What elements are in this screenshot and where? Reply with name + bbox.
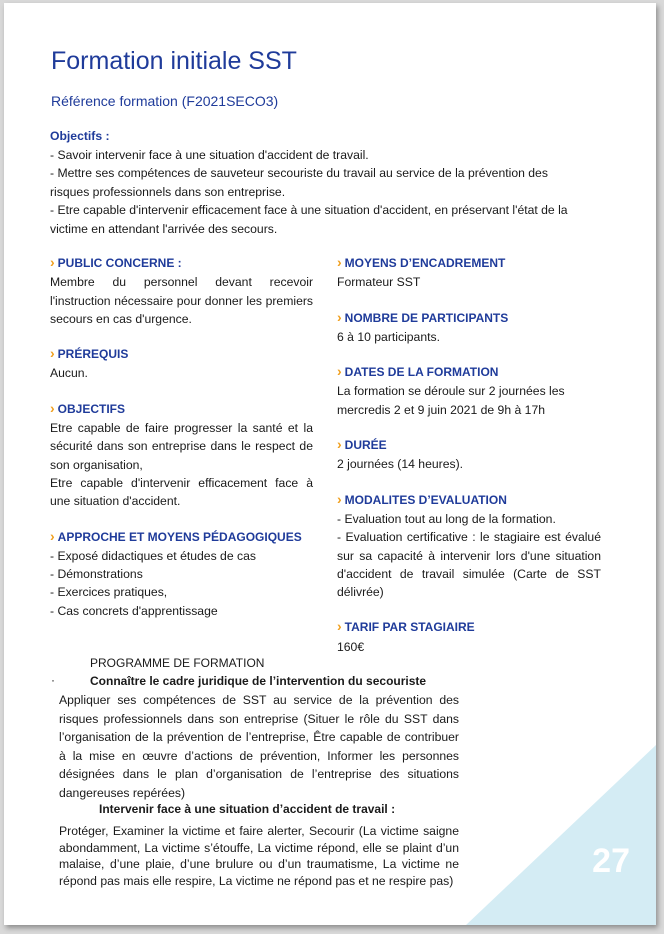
section-heading: PUBLIC CONCERNE :	[57, 256, 182, 270]
section-heading: MODALITES D’EVALUATION	[344, 492, 507, 507]
section-body: - Exposé didactiques et études de cas	[50, 548, 256, 563]
corner-decoration	[466, 745, 656, 925]
objective-line: - Savoir intervenir face à une situation d'accident de travail.	[50, 147, 369, 162]
section-heading: DURÉE	[344, 438, 387, 453]
section-heading: TARIF PAR STAGIAIRE	[344, 620, 475, 635]
chevron-right-icon: ›	[50, 254, 55, 270]
section-heading: OBJECTIFS	[57, 401, 126, 416]
reference-line: Référence formation (F2021SECO3)	[51, 93, 279, 109]
section-body: Etre capable de faire progresser la santé et la sécurité dans son entreprise dans le respect de son organisation,	[50, 421, 313, 472]
section-heading: NOMBRE DE PARTICIPANTS	[344, 310, 509, 325]
page-number: 27	[592, 842, 630, 880]
document-page	[4, 3, 656, 925]
chevron-right-icon: ›	[337, 490, 342, 507]
section-body: 6 à 10 participants.	[337, 329, 440, 344]
section-evaluation	[337, 490, 601, 602]
right-column	[337, 253, 601, 672]
section-heading: DATES DE LA FORMATION	[344, 365, 499, 380]
bullet-mark: ·	[51, 673, 55, 687]
objectives-intro	[50, 127, 578, 238]
section-body: - Evaluation certificative : le stagiaire est évalué sur sa capacité à intervenir lors d'une situation d'accident de travail simulée (Carte de SST délivrée)	[337, 530, 601, 600]
chevron-right-icon: ›	[50, 399, 55, 416]
section-public	[50, 253, 313, 328]
section-body: Formateur SST	[337, 275, 421, 290]
section-approche	[50, 527, 313, 620]
chevron-right-icon: ›	[337, 254, 342, 270]
chapter-1-title: Connaître le cadre juridique de l’intervention du secouriste	[90, 674, 427, 688]
section-body: 2 journées (14 heures).	[337, 457, 464, 472]
left-column	[50, 253, 313, 636]
section-body: - Evaluation tout au long de la formation.	[337, 511, 556, 526]
objectives-heading: Objectifs :	[50, 129, 110, 143]
section-encadrement	[337, 253, 601, 292]
objective-line: - Etre capable d'intervenir efficacement face à une situation d'accident, en préservant l'état de la victime en attendant l'arrivée des secours.	[50, 203, 568, 236]
section-tarif	[337, 617, 601, 656]
section-participants	[337, 308, 601, 347]
section-heading: APPROCHE ET MOYENS PÉDAGOGIQUES	[57, 529, 302, 544]
programme-heading: PROGRAMME DE FORMATION	[90, 656, 265, 670]
section-objectifs	[50, 399, 313, 511]
section-dates	[337, 362, 601, 419]
chevron-right-icon: ›	[337, 363, 342, 380]
section-body: - Cas concrets d'apprentissage	[50, 603, 218, 618]
section-heading: PRÉREQUIS	[57, 347, 129, 362]
section-duree	[337, 435, 601, 474]
section-prerequis	[50, 344, 313, 383]
section-body: La formation se déroule sur 2 journées les mercredis 2 et 9 juin 2021 de 9h à 17h	[337, 384, 565, 417]
section-body: 160€	[337, 639, 365, 654]
section-body: Etre capable d'intervenir efficacement face à une situation d'accident.	[50, 475, 313, 509]
chapter-2-text: Protéger, Examiner la victime et faire alerter, Secourir (La victime saigne abondamment, La victime s’étouffe, La victime répond, elle se plaint d’un malaise, d’une plaie, d’une brulure ou d’un traumatisme, La victime ne répond pas mais elle respire, La victime ne répond pas et ne respire pas)	[59, 824, 459, 888]
page-title: Formation initiale SST	[51, 47, 297, 75]
section-body: - Exercices pratiques,	[50, 585, 168, 600]
section-heading: MOYENS D’ENCADREMENT	[344, 256, 506, 270]
section-body: Membre du personnel devant recevoir l'instruction nécessaire pour donner les premiers secours en cas d'urgence.	[50, 275, 313, 326]
chevron-right-icon: ›	[337, 618, 342, 635]
chevron-right-icon: ›	[337, 436, 342, 453]
chapter-1-text: Appliquer ses compétences de SST au service de la prévention des risques professionnels dans son entreprise (Situer le rôle du SST dans l’organisation de la prévention de l’entreprise, Être capable de contribuer à la mise en œuvre d’actions de prévention, Informer les personnes désignées dans le plan d’organisation de l’entreprise des situations dangereuses repérées)	[59, 693, 459, 800]
section-body: - Démonstrations	[50, 567, 143, 582]
chevron-right-icon: ›	[50, 345, 55, 362]
chevron-right-icon: ›	[50, 527, 55, 544]
objective-line: - Mettre ses compétences de sauveteur secouriste du travail au service de la prévention des risques professionnels dans son entreprise.	[50, 166, 548, 199]
chapter-2-title: Intervenir face à une situation d’accident de travail :	[99, 802, 396, 816]
chevron-right-icon: ›	[337, 308, 342, 325]
section-body: Aucun.	[50, 366, 88, 381]
